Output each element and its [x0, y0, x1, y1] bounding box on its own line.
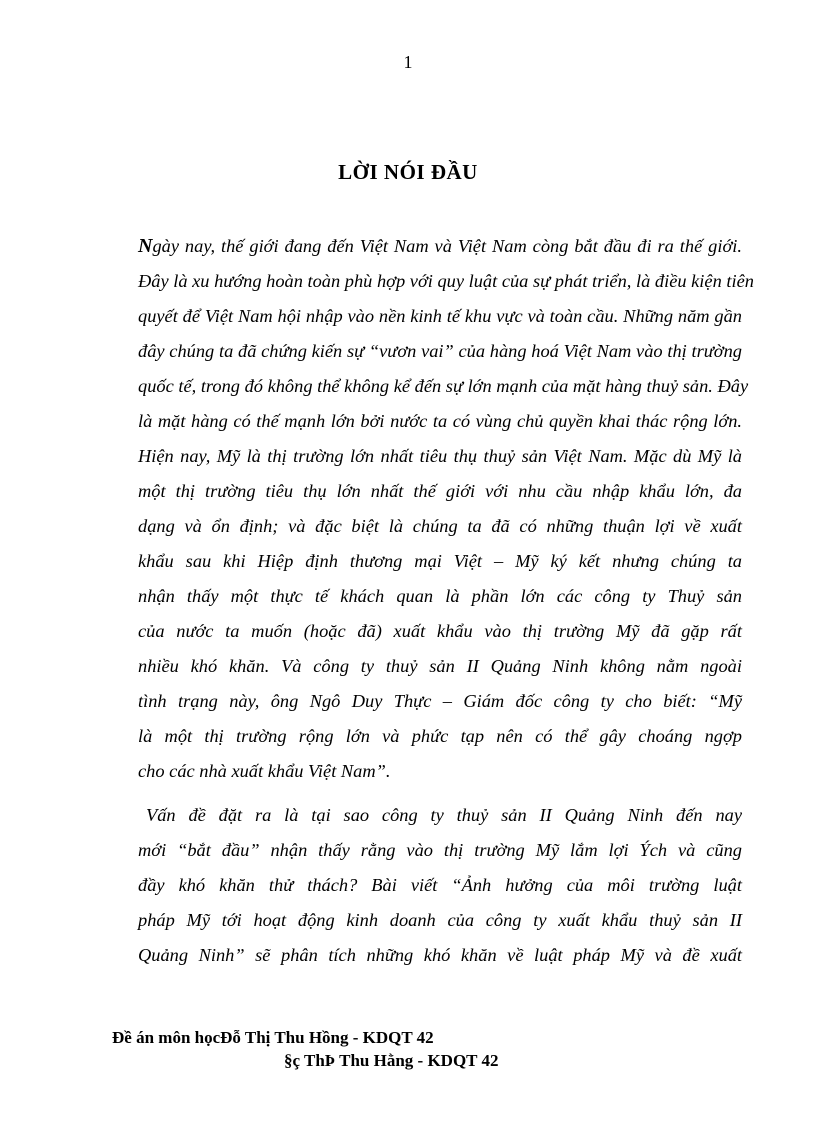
paragraph-line: Hiện nay, Mỹ là thị trường lớn nhất tiêu thụ thuỷ sản Việt Nam. Mặc dù Mỹ là — [138, 446, 742, 466]
paragraph-line: Ngày nay, thế giới đang đến Việt Nam và Việt Nam còng bắt đầu đi ra thế giới. — [138, 235, 742, 257]
page-title: LỜI NÓI ĐẦU — [338, 160, 478, 184]
paragraph-line: là một thị trường rộng lớn và phức tạp nên có thể gây choáng ngợp — [138, 726, 742, 746]
paragraph-line: nhận thấy một thực tế khách quan là phần lớn các công ty Thuỷ sản — [138, 586, 742, 606]
drop-letter: N — [138, 235, 153, 257]
paragraph-line: nhiều khó khăn. Và công ty thuỷ sản II Quảng Ninh không nằm ngoài — [138, 656, 742, 676]
paragraph-introduction — [138, 229, 754, 789]
paragraph-line: quốc tế, trong đó không thể không kể đến sự lớn mạnh của mặt hàng thuỷ sản. Đây — [138, 376, 749, 396]
paragraph-line: cho các nhà xuất khẩu Việt Nam”. — [138, 761, 391, 781]
footer-line-2: §ç ThÞ Thu Hằng - KDQT 42 — [284, 1051, 499, 1070]
paragraph-line: Vấn đề đặt ra là tại sao công ty thuỷ sản II Quảng Ninh đến nay — [146, 805, 742, 825]
paragraph-line: mới “bắt đầu” nhận thấy rằng vào thị trường Mỹ lắm lợi Ých và cũng — [138, 840, 742, 860]
paragraph-line: Đây là xu hướng hoàn toàn phù hợp với quy luật của sự phát triển, là điều kiện tiên — [138, 271, 754, 291]
paragraph-line: tình trạng này, ông Ngô Duy Thực – Giám đốc công ty cho biết: “Mỹ — [138, 691, 742, 711]
footer-line-1: Đề án môn họcĐỗ Thị Thu Hồng - KDQT 42 — [112, 1028, 434, 1047]
paragraph-line: của nước ta muốn (hoặc đã) xuất khẩu vào thị trường Mỹ đã gặp rất — [138, 621, 742, 641]
paragraph-line: đầy khó khăn thử thách? Bài viết “Ảnh hưởng của môi trường luật — [138, 875, 742, 895]
paragraph-problem-statement — [138, 798, 742, 973]
page-number: 1 — [403, 52, 413, 72]
paragraph-line: pháp Mỹ tới hoạt động kinh doanh của công ty xuất khẩu thuỷ sản II — [138, 910, 742, 930]
paragraph-line: một thị trường tiêu thụ lớn nhất thế giới với nhu cầu nhập khẩu lớn, đa — [138, 481, 742, 501]
paragraph-line: khẩu sau khi Hiệp định thương mại Việt – Mỹ ký kết nhưng chúng ta — [138, 551, 742, 571]
paragraph-line: đây chúng ta đã chứng kiến sự “vươn vai” của hàng hoá Việt Nam vào thị trường — [138, 341, 742, 361]
paragraph-line: dạng và ổn định; và đặc biệt là chúng ta đã có những thuận lợi về xuất — [138, 516, 742, 536]
paragraph-line: quyết để Việt Nam hội nhập vào nền kinh tế khu vực và toàn cầu. Những năm gần — [138, 306, 742, 326]
paragraph-line: Quảng Ninh” sẽ phân tích những khó khăn về luật pháp Mỹ và đề xuất — [138, 945, 742, 965]
paragraph-line: là mặt hàng có thế mạnh lớn bởi nước ta có vùng chủ quyền khai thác rộng lớn. — [138, 411, 742, 431]
